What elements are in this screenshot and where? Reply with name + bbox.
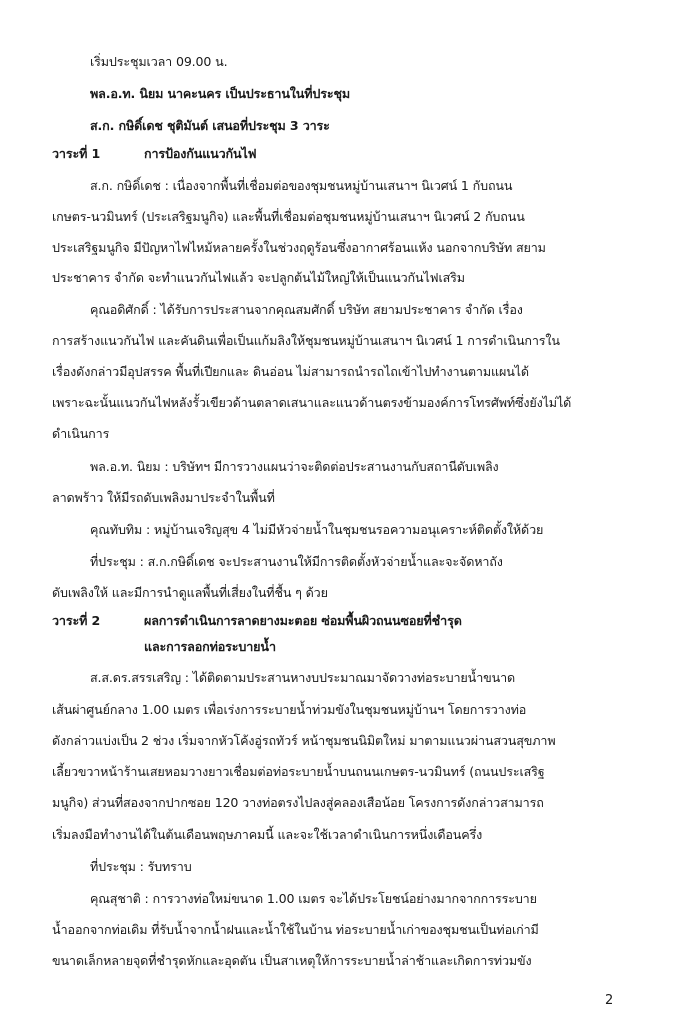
paragraph-line: ลาดพร้าว ให้มีรถดับเพลิงมาประจำในพื้นที่ [52, 490, 275, 505]
paragraph-line: คุณอดิศักดิ์ : ได้รับการประสานจากคุณสมศักดิ์ บริษัท สยามประชาคาร จำกัด เรื่อง [90, 302, 523, 317]
agenda-2-number: วาระที่ 2 [52, 613, 101, 628]
paragraph-line: เลี้ยวขวาหน้าร้านเสยหอมวางยาวเชื่อมต่อท่อระบายน้ำบนถนนเกษตร-นวมินทร์ (ถนนประเสริฐ [52, 764, 545, 779]
paragraph-line: มนูกิจ) ส่วนที่สองจากปากซอย 120 วางท่อตรงไปลงสู่คลองเสือน้อย โครงการดังกล่าวสามารถ [52, 795, 544, 810]
paragraph-line: ขนาดเล็กหลายจุดที่ชำรุดหักและอุดตัน เป็นสาเหตุให้การระบายน้ำล่าช้าและเกิดการท่วมขัง [52, 953, 532, 968]
paragraph-line: ประเสริฐมนูกิจ มีปัญหาไฟไหม้หลายครั้งในช่วงฤดูร้อนซึ่งอากาศร้อนแห้ง นอกจากบริษัท สยาม [52, 240, 546, 255]
paragraph-line: ส.ก. กษิดิ์เดช : เนื่องจากพื้นที่เชื่อมต่อของชุมชนหมู่บ้านเสนาฯ นิเวศน์ 1 กับถนน [90, 178, 513, 193]
paragraph-line: เพราะฉะนั้นแนวกันไฟหลังรั้วเขียวด้านตลาดเสนาและแนวด้านตรงข้ามองค์การโทรศัพท์ซึ่งยังไม่ได้ [52, 395, 572, 410]
agenda-2-heading [0, 611, 700, 631]
paragraph-line: ที่ประชุม : ส.ก.กษิดิ์เดช จะประสานงานให้มีการติดตั้งหัวจ่ายน้ำและจะจัดหาถัง [90, 554, 503, 569]
paragraph-line: ที่ประชุม : รับทราบ [90, 859, 192, 874]
chairman-line: พล.อ.ท. นิยม นาคะนคร เป็นประธานในที่ประชุม [90, 86, 351, 101]
agenda-1-heading [0, 144, 700, 164]
paragraph-line: เรื่องดังกล่าวมีอุปสรรค พื้นที่เปียกและ ดินอ่อน ไม่สามารถนำรถไถเข้าไปทำงานตามแผนได้ [52, 364, 529, 379]
paragraph-line: ประชาคาร จำกัด จะทำแนวกันไฟแล้ว จะปลูกต้นไม้ใหญ่ให้เป็นแนวกันไฟเสริม [52, 270, 465, 285]
paragraph-line: คุณสุชาติ : การวางท่อใหม่ขนาด 1.00 เมตร จะได้ประโยชน์อย่างมากจากการระบาย [90, 891, 537, 906]
paragraph-line: ส.ส.ดร.สรรเสริญ : ได้ติดตามประสานหางบประมาณมาจัดวางท่อระบายน้ำขนาด [90, 670, 516, 685]
paragraph-line: เกษตร-นวมินทร์ (ประเสริฐมนูกิจ) และพื้นที่เชื่อมต่อชุมชนหมู่บ้านเสนาฯ นิเวศน์ 2 กับถนน [52, 209, 525, 224]
paragraph-line: ดังกล่าวแบ่งเป็น 2 ช่วง เริ่มจากหัวโค้งอู่รถทัวร์ หน้าชุมชนนิมิตใหม่ มาตามแนวผ่านสวนสุขภาพ [52, 733, 556, 748]
agenda-1-number: วาระที่ 1 [52, 146, 101, 161]
paragraph-line: คุณทับทิม : หมู่บ้านเจริญสุข 4 ไม่มีหัวจ่ายน้ำในชุมชนรอความอนุเคราะห์ติดตั้งให้ด้วย [90, 522, 544, 537]
meeting-start: เริ่มประชุมเวลา 09.00 น. [90, 54, 228, 69]
agenda-1-title: การป้องกันแนวกันไฟ [144, 146, 257, 161]
paragraph-line: น้ำออกจากท่อเดิม ที่รับน้ำจากน้ำฝนและน้ำใช้ในบ้าน ท่อระบายน้ำเก่าของชุมชนเป็นท่อเก่ามี [52, 922, 539, 937]
agenda-2-title-cont: และการลอกท่อระบายน้ำ [144, 639, 276, 654]
paragraph-line: ดับเพลิงให้ และมีการนำดูแลพื้นที่เสี่ยงในที่ชื้น ๆ ด้วย [52, 585, 328, 600]
page-number: 2 [605, 993, 614, 1008]
paragraph-line: พล.อ.ท. นิยม : บริษัทฯ มีการวางแผนว่าจะติดต่อประสานงานกับสถานีดับเพลิง [90, 459, 499, 474]
paragraph-line: การสร้างแนวกันไฟ และคันดินเพื่อเป็นแก้มลิงให้ชุมชนหมู่บ้านเสนาฯ นิเวศน์ 1 การดำเนินการใน [52, 333, 560, 348]
agenda-2-title: ผลการดำเนินการลาดยางมะตอย ซ่อมพื้นผิวถนนซอยที่ชำรุด [144, 613, 462, 628]
proposal-line: ส.ก. กษิดิ์เดช ชุติมันต์ เสนอที่ประชุม 3 วาระ [90, 118, 330, 133]
paragraph-line: เริ่มลงมือทำงานได้ในต้นเดือนพฤษภาคมนี้ และจะใช้เวลาดำเนินการหนึ่งเดือนครึ่ง [52, 827, 483, 842]
paragraph-line: ดำเนินการ [52, 426, 110, 441]
paragraph-line: เส้นผ่าศูนย์กลาง 1.00 เมตร เพื่อเร่งการระบายน้ำท่วมขังในชุมชนหมู่บ้านฯ โดยการวางท่อ [52, 702, 527, 717]
